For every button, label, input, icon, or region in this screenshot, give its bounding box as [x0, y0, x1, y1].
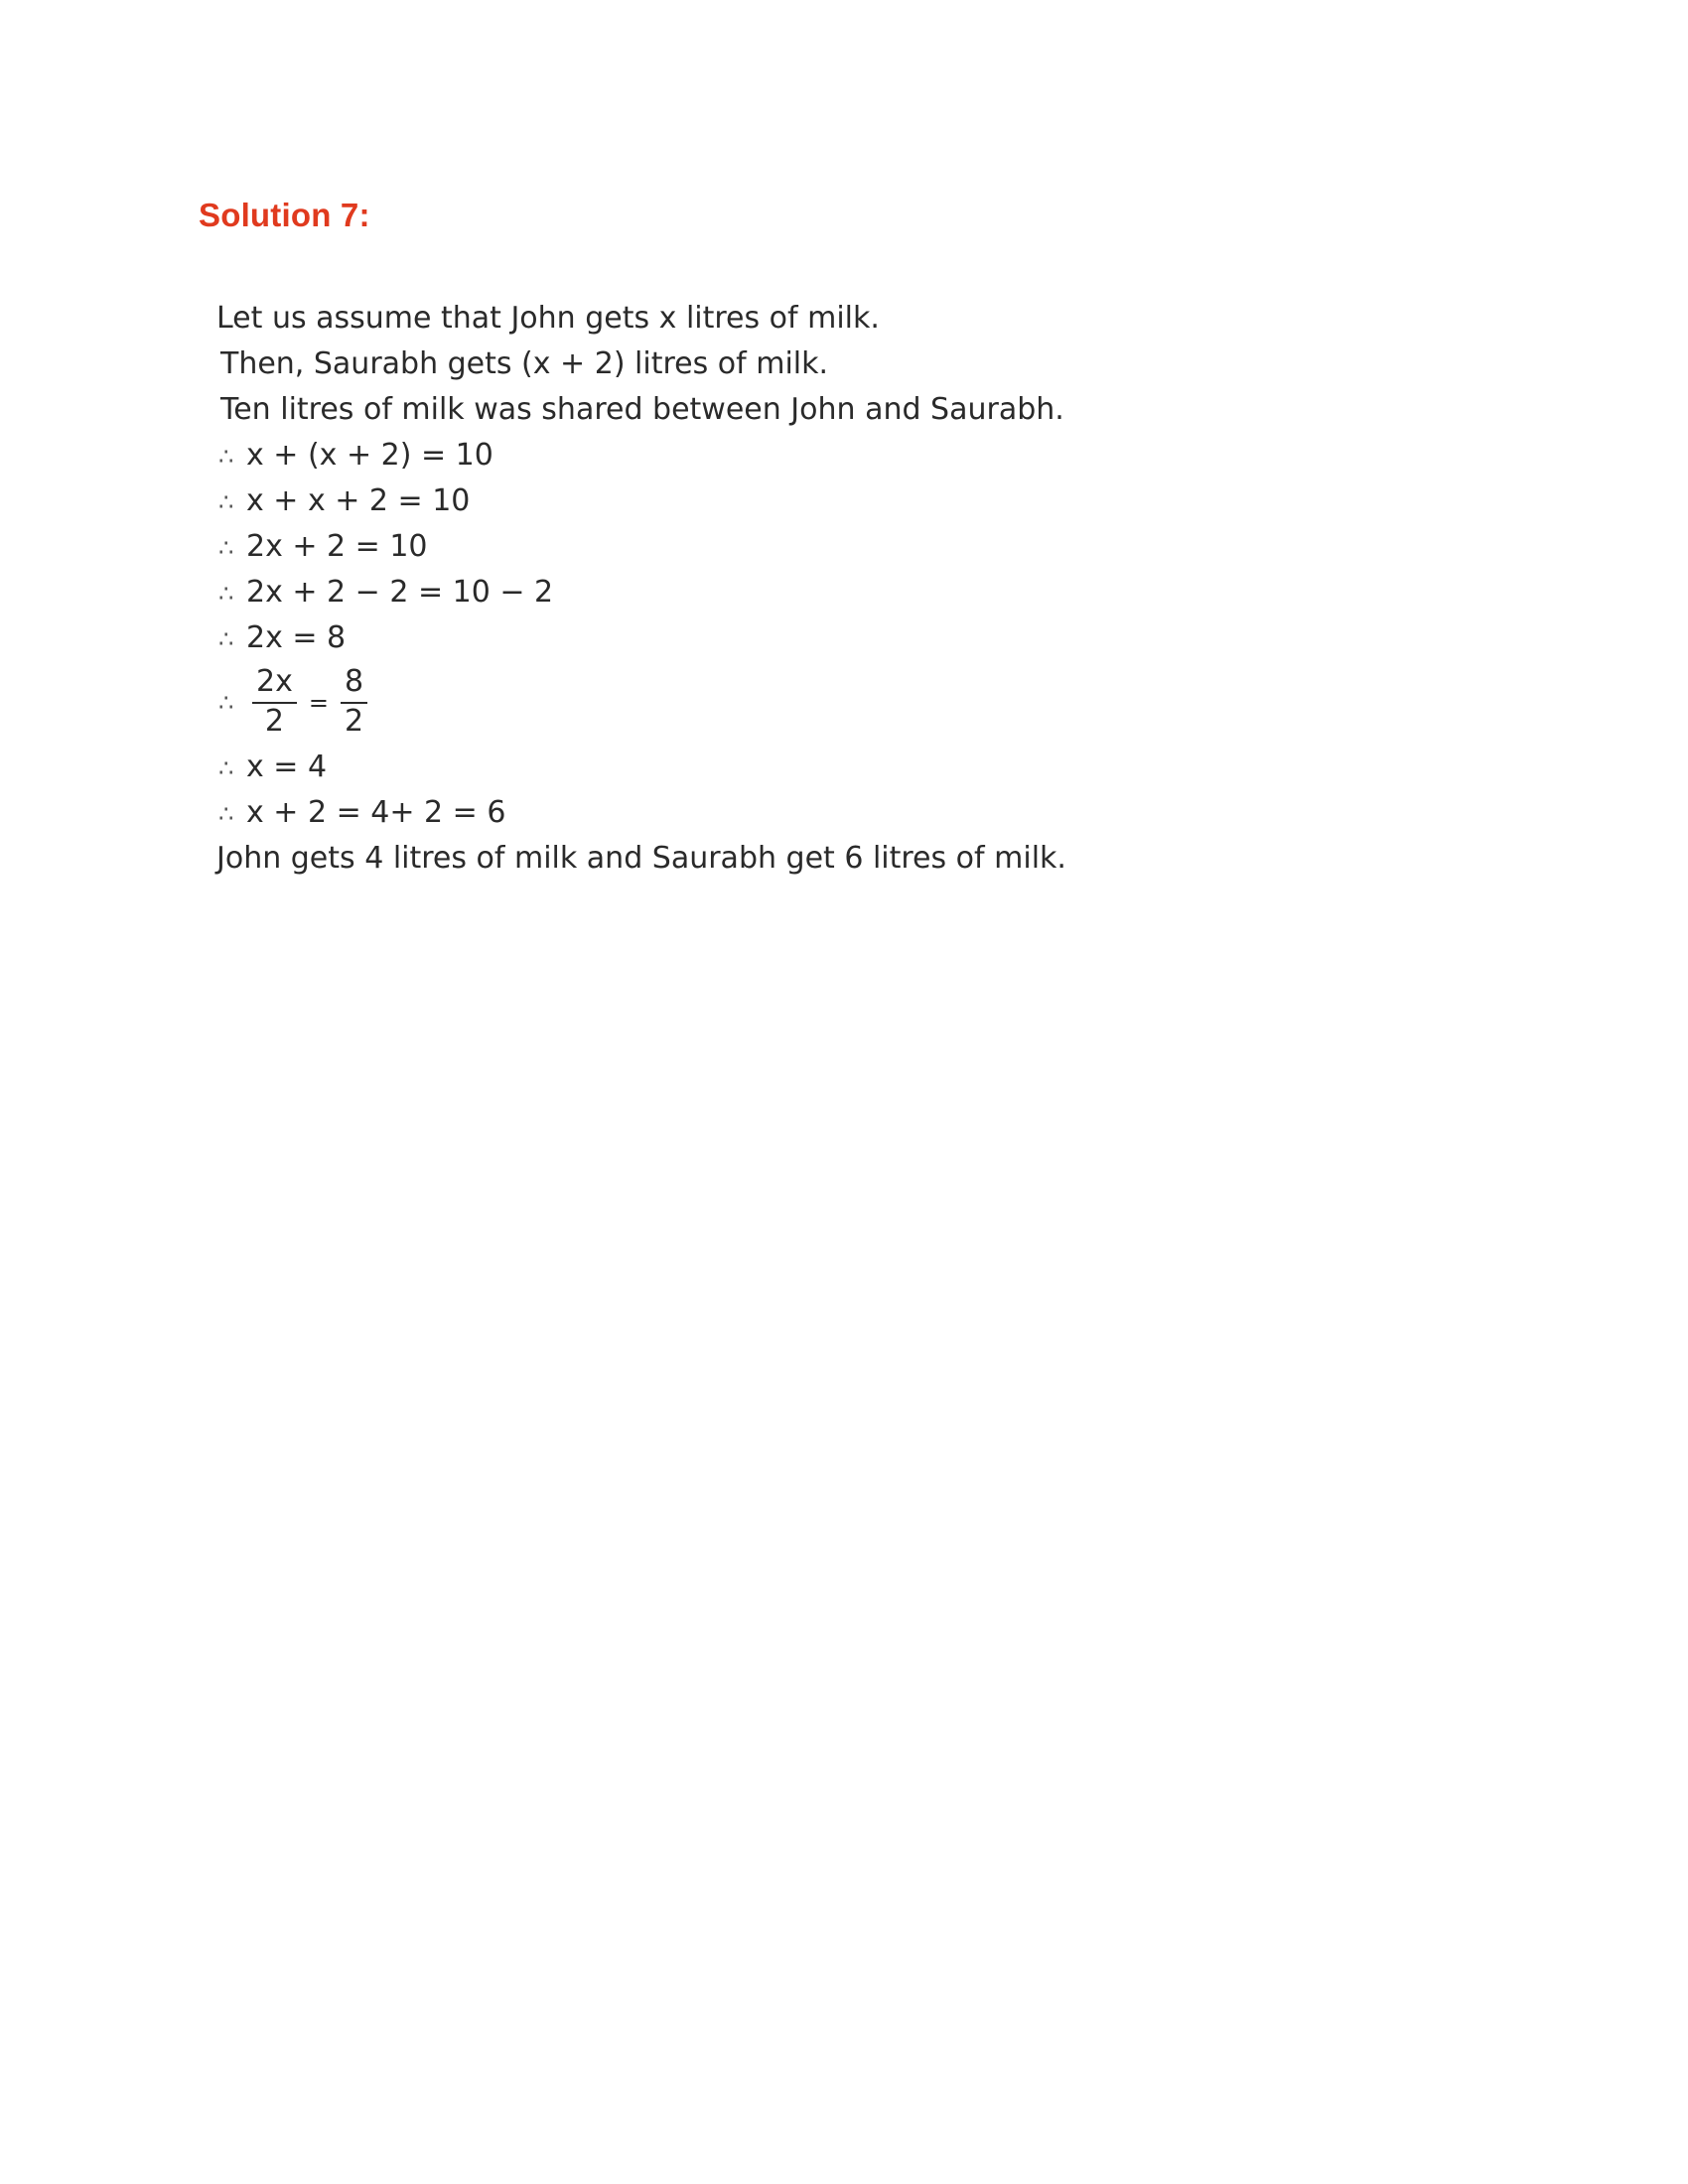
therefore-symbol: ∴: [218, 800, 234, 828]
equation-text: x + x + 2 = 10: [246, 483, 471, 518]
intro-line: Then, Saurabh gets (x + 2) litres of milk.: [220, 346, 829, 381]
therefore-symbol: ∴: [218, 689, 234, 717]
equation-step: [216, 745, 1408, 790]
equation-step: [216, 524, 1408, 570]
right-fraction: [341, 664, 367, 742]
solution-heading: Solution 7:: [199, 197, 370, 233]
therefore-symbol: ∴: [218, 443, 234, 471]
equation-text: 2x = 8: [246, 620, 347, 655]
fraction-numerator: 8: [344, 664, 364, 699]
solution-body: [216, 296, 1408, 882]
equation-step: [216, 570, 1408, 615]
therefore-symbol: ∴: [218, 754, 234, 782]
therefore-symbol: ∴: [218, 488, 234, 516]
intro-line: Ten litres of milk was shared between John and Saurabh.: [220, 392, 1064, 427]
therefore-symbol: ∴: [218, 534, 234, 562]
intro-line: Let us assume that John gets x litres of milk.: [216, 301, 880, 336]
fraction-numerator: 2x: [256, 664, 293, 699]
therefore-symbol: ∴: [218, 625, 234, 653]
equals-sign: =: [308, 689, 329, 717]
conclusion-line: John gets 4 litres of milk and Saurabh get 6 litres of milk.: [216, 841, 1066, 876]
left-fraction: [252, 664, 297, 742]
equation-step: [216, 433, 1408, 478]
equation-step: [216, 478, 1408, 524]
equation-text: 2x + 2 = 10: [246, 529, 428, 564]
therefore-symbol: ∴: [218, 580, 234, 608]
equation-text: 2x + 2 − 2 = 10 − 2: [246, 575, 554, 610]
equation-text: x + 2 = 4+ 2 = 6: [246, 795, 506, 830]
fraction-denominator: 2: [264, 704, 284, 739]
equation-step: [216, 790, 1408, 836]
equation-text: x = 4: [246, 750, 328, 784]
fraction-denominator: 2: [344, 704, 364, 739]
equation-step: [216, 615, 1408, 661]
equation-text: x + (x + 2) = 10: [246, 438, 493, 473]
fraction-equation: [216, 661, 1408, 745]
